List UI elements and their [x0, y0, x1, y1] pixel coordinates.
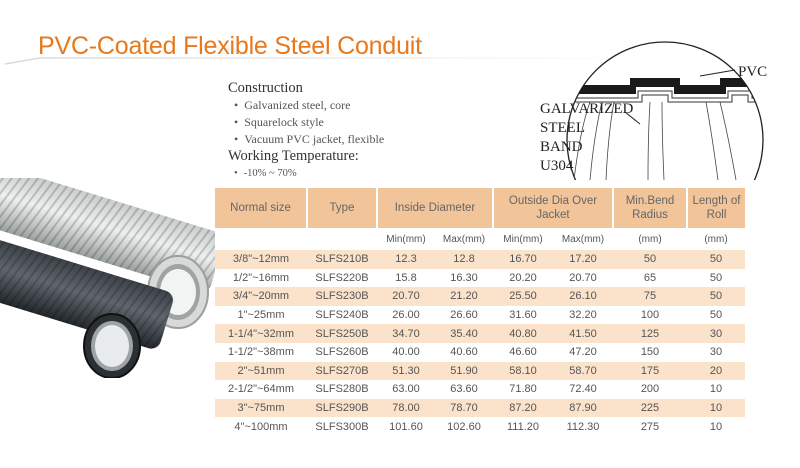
table-cell: 101.60	[377, 417, 435, 436]
table-cell: 100	[613, 306, 687, 325]
table-cell: SLFS250B	[307, 324, 377, 343]
temperature-value: • -10% ~ 70%	[228, 165, 384, 182]
table-cell: 51.30	[377, 362, 435, 381]
table-cell: 25.50	[493, 287, 553, 306]
table-cell: 20.70	[553, 269, 613, 288]
table-cell: SLFS290B	[307, 399, 377, 418]
table-cell: 50	[613, 250, 687, 269]
spec-table-body	[215, 250, 745, 436]
page-title: PVC-Coated Flexible Steel Conduit	[38, 32, 422, 60]
table-row	[215, 362, 745, 381]
table-cell: 51.90	[435, 362, 493, 381]
table-cell: 20.70	[377, 287, 435, 306]
table-cell: 1-1/4"~32mm	[215, 324, 307, 343]
table-cell: 3"~75mm	[215, 399, 307, 418]
table-cell: 30	[687, 343, 745, 362]
table-cell: 21.20	[435, 287, 493, 306]
table-cell: 12.3	[377, 250, 435, 269]
table-cell: SLFS210B	[307, 250, 377, 269]
table-row	[215, 380, 745, 399]
table-cell: 175	[613, 362, 687, 381]
table-cell: 87.90	[553, 399, 613, 418]
header-length-of-roll: Length of Roll	[687, 188, 745, 228]
table-cell: 26.00	[377, 306, 435, 325]
table-cell: 40.00	[377, 343, 435, 362]
table-row	[215, 287, 745, 306]
subheader-cell: (mm)	[613, 228, 687, 250]
construction-block	[228, 80, 384, 182]
header-min-bend-radius: Min.Bend Radius	[613, 188, 687, 228]
construction-item: • Vacuum PVC jacket, flexible	[228, 131, 384, 148]
band-label-line: U304	[540, 158, 574, 174]
subheader-cell	[307, 228, 377, 250]
table-cell: 50	[687, 250, 745, 269]
table-cell: SLFS300B	[307, 417, 377, 436]
table-cell: SLFS240B	[307, 306, 377, 325]
table-cell: 65	[613, 269, 687, 288]
table-cell: 40.80	[493, 324, 553, 343]
table-cell: 50	[687, 287, 745, 306]
table-cell: 58.70	[553, 362, 613, 381]
table-cell: SLFS270B	[307, 362, 377, 381]
table-cell: 17.20	[553, 250, 613, 269]
table-row	[215, 250, 745, 269]
table-row	[215, 324, 745, 343]
table-cell: 87.20	[493, 399, 553, 418]
table-cell: 20	[687, 362, 745, 381]
table-cell: 30	[687, 324, 745, 343]
table-cell: 26.10	[553, 287, 613, 306]
subheader-cell	[215, 228, 307, 250]
table-cell: 32.20	[553, 306, 613, 325]
table-cell: 3/4"~20mm	[215, 287, 307, 306]
table-cell: 50	[687, 269, 745, 288]
subheader-cell: Min(mm)	[377, 228, 435, 250]
subheader-cell: Max(mm)	[553, 228, 613, 250]
header-type: Type	[307, 188, 377, 228]
spec-table	[215, 188, 745, 436]
table-cell: SLFS220B	[307, 269, 377, 288]
table-cell: 20.20	[493, 269, 553, 288]
table-cell: 40.60	[435, 343, 493, 362]
table-cell: 41.50	[553, 324, 613, 343]
table-cell: 125	[613, 324, 687, 343]
table-cell: 16.70	[493, 250, 553, 269]
header-inside-diameter: Inside Diameter	[377, 188, 493, 228]
header-normal-size: Normal size	[215, 188, 307, 228]
table-row	[215, 399, 745, 418]
subheader-cell: (mm)	[687, 228, 745, 250]
table-cell: 10	[687, 380, 745, 399]
table-cell: 111.20	[493, 417, 553, 436]
table-cell: 1"~25mm	[215, 306, 307, 325]
band-label-line: GALVARIZED	[540, 101, 634, 117]
table-cell: 58.10	[493, 362, 553, 381]
table-cell: 2"~51mm	[215, 362, 307, 381]
table-cell: 10	[687, 417, 745, 436]
table-cell: 112.30	[553, 417, 613, 436]
table-cell: 63.60	[435, 380, 493, 399]
table-cell: 72.40	[553, 380, 613, 399]
construction-item: • Squarelock style	[228, 114, 384, 131]
table-cell: 47.20	[553, 343, 613, 362]
table-cell: 2-1/2"~64mm	[215, 380, 307, 399]
subheader-cell: Min(mm)	[493, 228, 553, 250]
table-cell: SLFS230B	[307, 287, 377, 306]
table-cell: SLFS280B	[307, 380, 377, 399]
table-row	[215, 306, 745, 325]
table-cell: 10	[687, 399, 745, 418]
table-cell: 1/2"~16mm	[215, 269, 307, 288]
table-row	[215, 343, 745, 362]
table-cell: 200	[613, 380, 687, 399]
table-cell: 225	[613, 399, 687, 418]
table-cell: 1-1/2"~38mm	[215, 343, 307, 362]
table-cell: 63.00	[377, 380, 435, 399]
conduit-product-image	[0, 178, 215, 378]
table-cell: 71.80	[493, 380, 553, 399]
band-label-line: BAND	[540, 139, 583, 155]
temperature-heading: Working Temperature:	[228, 148, 359, 164]
table-row	[215, 269, 745, 288]
table-cell: 16.30	[435, 269, 493, 288]
table-cell: 46.60	[493, 343, 553, 362]
table-cell: 31.60	[493, 306, 553, 325]
construction-item: • Galvanized steel, core	[228, 97, 384, 114]
construction-heading: Construction	[228, 80, 303, 96]
table-cell: SLFS260B	[307, 343, 377, 362]
table-cell: 3/8"~12mm	[215, 250, 307, 269]
table-cell: 35.40	[435, 324, 493, 343]
table-row	[215, 417, 745, 436]
table-cell: 26.60	[435, 306, 493, 325]
table-cell: 78.70	[435, 399, 493, 418]
subheader-cell: Max(mm)	[435, 228, 493, 250]
table-cell: 50	[687, 306, 745, 325]
pvc-label: PVC	[738, 64, 768, 80]
table-cell: 34.70	[377, 324, 435, 343]
table-cell: 150	[613, 343, 687, 362]
table-cell: 15.8	[377, 269, 435, 288]
table-cell: 275	[613, 417, 687, 436]
table-cell: 78.00	[377, 399, 435, 418]
band-label-line: STEEL	[540, 120, 585, 136]
table-cell: 75	[613, 287, 687, 306]
table-cell: 4"~100mm	[215, 417, 307, 436]
header-outside-dia: Outside Dia Over Jacket	[493, 188, 613, 228]
table-cell: 12.8	[435, 250, 493, 269]
table-cell: 102.60	[435, 417, 493, 436]
